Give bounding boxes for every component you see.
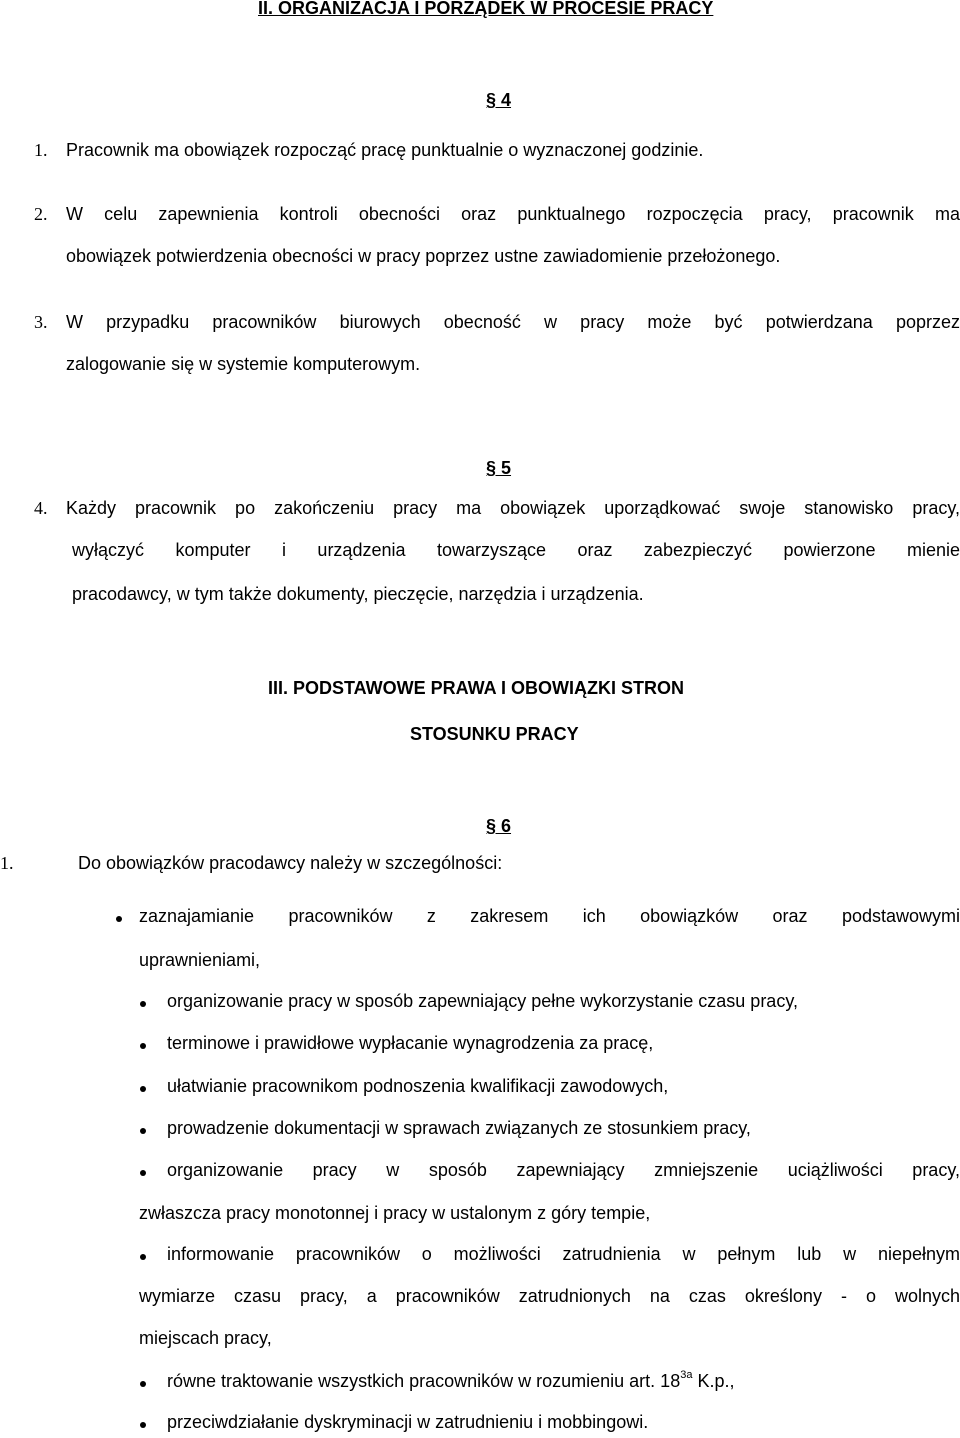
- bullet-icon: [140, 1381, 146, 1387]
- list-item-text: organizowanie pracy w sposób zapewniający pełne wykorzystanie czasu pracy,: [167, 991, 798, 1011]
- list-item-text: ułatwianie pracownikom podnoszenia kwalifikacji zawodowych,: [167, 1076, 669, 1096]
- list-item-text: organizowanie pracy w sposób zapewniający zmniejszenie uciążliwości pracy,: [167, 1160, 960, 1180]
- bullet-icon: [140, 1001, 146, 1007]
- section-heading-iii: III. PODSTAWOWE PRAWA I OBOWIĄZKI STRON: [268, 678, 684, 698]
- item-text: wyłączyć komputer i urządzenia towarzyszące oraz zabezpieczyć powierzone mienie: [72, 540, 960, 560]
- section-heading-ii: II. ORGANIZACJA I PORZĄDEK W PROCESIE PRACY: [258, 0, 714, 18]
- list-item-text: zwłaszcza pracy monotonnej i pracy w ustalonym z góry tempie,: [139, 1203, 651, 1223]
- bullet-icon: [140, 1043, 146, 1049]
- paragraph-mark-6: § 6: [486, 816, 512, 836]
- item-number: 1.: [0, 853, 14, 873]
- item-text: zalogowanie się w systemie komputerowym.: [66, 354, 421, 374]
- bullet-icon: [140, 1170, 146, 1176]
- item-text: Pracownik ma obowiązek rozpocząć pracę punktualnie o wyznaczonej godzinie.: [66, 140, 704, 160]
- list-item-text: [167, 1371, 735, 1392]
- list-item-text-main: równe traktowanie wszystkich pracowników w rozumieniu art. 18: [167, 1371, 681, 1391]
- item-intro: Do obowiązków pracodawcy należy w szczególności:: [78, 853, 503, 873]
- list-item-text: prowadzenie dokumentacji w sprawach związanych ze stosunkiem pracy,: [167, 1118, 751, 1138]
- superscript: 3a: [680, 1369, 693, 1381]
- bullet-icon: [140, 1254, 146, 1260]
- list-item-text: miejscach pracy,: [139, 1328, 272, 1348]
- list-item-text: terminowe i prawidłowe wypłacanie wynagrodzenia za pracę,: [167, 1033, 654, 1053]
- item-number: 3.: [34, 312, 48, 332]
- item-text: Każdy pracownik po zakończeniu pracy ma obowiązek uporządkować swoje stanowisko pracy,: [66, 498, 960, 518]
- section-heading-iii-line2: STOSUNKU PRACY: [410, 724, 579, 744]
- paragraph-mark-5: § 5: [486, 458, 512, 478]
- list-item-text-tail: K.p.,: [697, 1371, 735, 1391]
- item-text: pracodawcy, w tym także dokumenty, pieczęcie, narzędzia i urządzenia.: [72, 584, 644, 604]
- paragraph-mark-4: § 4: [486, 90, 512, 110]
- item-number: 4.: [34, 498, 48, 518]
- list-item-text: wymiarze czasu pracy, a pracowników zatrudnionych na czas określony - o wolnych: [139, 1286, 960, 1306]
- bullet-icon: [116, 916, 122, 922]
- list-item-text: informowanie pracowników o możliwości zatrudnienia w pełnym lub w niepełnym: [167, 1244, 960, 1264]
- bullet-icon: [140, 1086, 146, 1092]
- item-number: 1.: [34, 140, 48, 160]
- item-text: W celu zapewnienia kontroli obecności oraz punktualnego rozpoczęcia pracy, pracownik ma: [66, 204, 960, 224]
- bullet-icon: [140, 1422, 146, 1428]
- bullet-icon: [140, 1128, 146, 1134]
- item-text: obowiązek potwierdzenia obecności w pracy poprzez ustne zawiadomienie przełożonego.: [66, 246, 781, 266]
- list-item-text: zaznajamianie pracowników z zakresem ich obowiązków oraz podstawowymi: [139, 906, 960, 926]
- item-number: 2.: [34, 204, 48, 224]
- item-text: W przypadku pracowników biurowych obecność w pracy może być potwierdzana poprzez: [66, 312, 960, 332]
- list-item-text: uprawnieniami,: [139, 950, 261, 970]
- list-item-text: przeciwdziałanie dyskryminacji w zatrudnieniu i mobbingowi.: [167, 1412, 649, 1432]
